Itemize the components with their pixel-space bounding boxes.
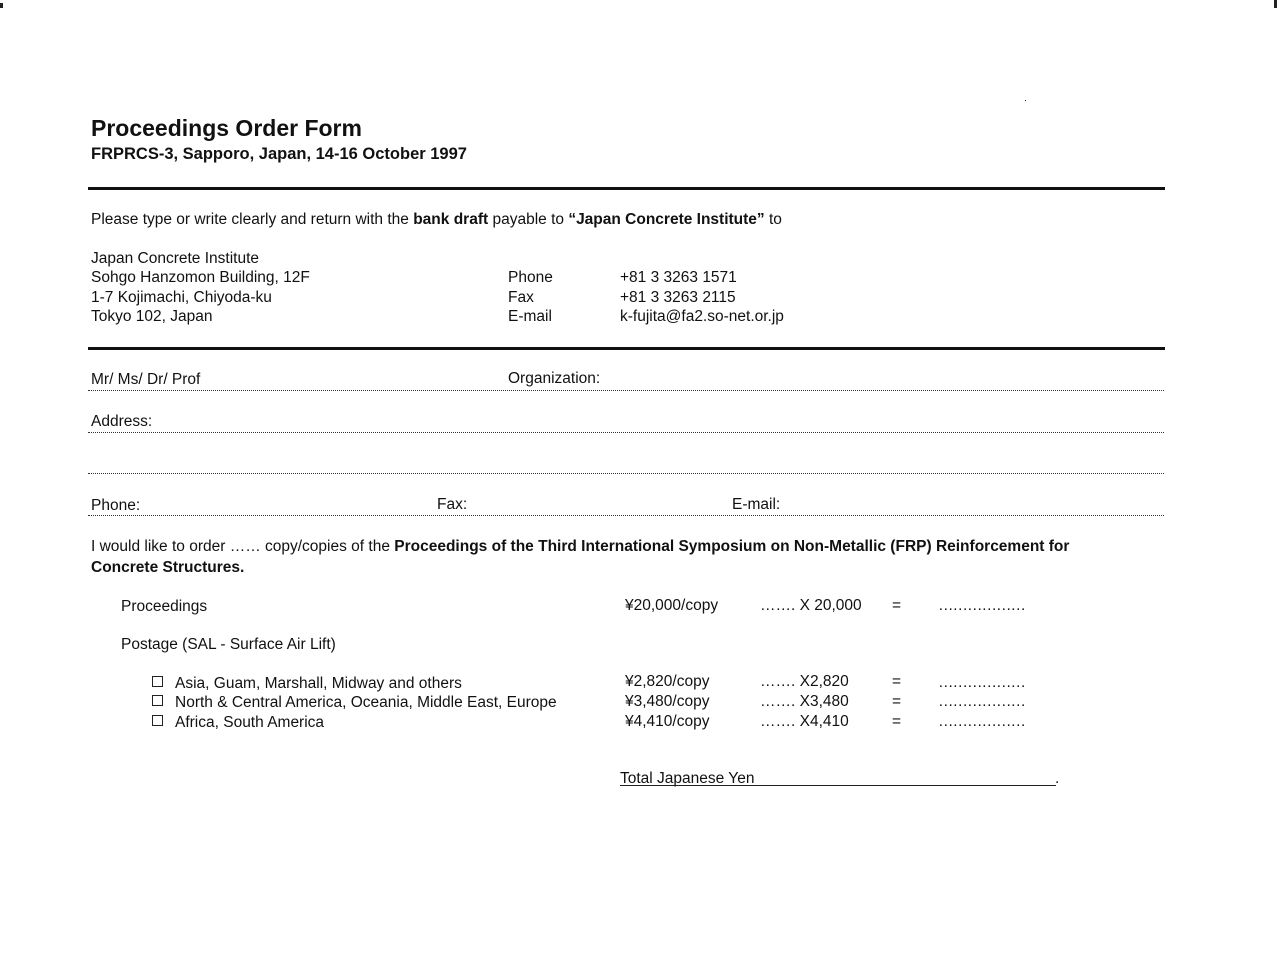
instructions-text-1: Please type or write clearly and return with the [91, 211, 414, 228]
scan-speck [1025, 100, 1026, 101]
email-field-label: E-mail: [732, 496, 781, 513]
instructions-bank-draft: bank draft [413, 211, 489, 228]
checkbox-icon[interactable] [152, 695, 163, 706]
proceedings-qty[interactable]: ……. X 20,000 [760, 597, 862, 614]
total-end-mark: . [1055, 770, 1060, 787]
page-subtitle: FRPRCS-3, Sapporo, Japan, 14-16 October 1997 [91, 145, 467, 163]
contact-email-label: E-mail [508, 308, 552, 325]
checkbox-icon[interactable] [152, 676, 163, 687]
proceedings-price: ¥20,000/copy [625, 597, 719, 614]
postage-total-africa-south-america[interactable]: ……………… [938, 713, 1025, 730]
address-field-line-1[interactable] [88, 432, 1164, 433]
contact-phone-value: +81 3 3263 1571 [620, 269, 737, 286]
postage-option-label: Asia, Guam, Marshall, Midway and others [175, 675, 462, 692]
address-field-line-2[interactable] [88, 473, 1164, 474]
proceedings-total[interactable]: ……………… [938, 597, 1025, 614]
postage-qty-asia[interactable]: ……. X2,820 [760, 673, 849, 690]
address-field-label: Address: [91, 413, 153, 430]
scan-speck [1274, 0, 1277, 8]
instructions-text-2: payable to [488, 211, 569, 228]
address-line-2: Sohgo Hanzomon Building, 12F [91, 269, 310, 286]
fax-field-label: Fax: [437, 496, 468, 513]
postage-equals-americas-europe: = [892, 693, 902, 710]
phone-field-label: Phone: [91, 497, 141, 514]
scan-speck [0, 3, 3, 8]
contact-fax-value: +81 3 3263 2115 [620, 289, 736, 306]
middle-divider [88, 347, 1165, 350]
postage-heading: Postage (SAL - Surface Air Lift) [121, 636, 336, 653]
proceedings-equals: = [892, 597, 902, 614]
postage-price-americas-europe: ¥3,480/copy [625, 693, 710, 710]
postage-equals-africa-south-america: = [892, 713, 902, 730]
contact-email-value: k-fujita@fa2.so-net.or.jp [620, 308, 784, 325]
postage-option-label: North & Central America, Oceania, Middle East, Europe [175, 694, 557, 711]
postage-option-africa-south-america[interactable] [152, 714, 324, 732]
postage-equals-asia: = [892, 673, 902, 690]
postage-total-americas-europe[interactable]: ……………… [938, 693, 1025, 710]
total-input-line[interactable] [620, 785, 1056, 786]
name-organization-field[interactable] [88, 390, 1164, 391]
postage-price-africa-south-america: ¥4,410/copy [625, 713, 710, 730]
address-line-1: Japan Concrete Institute [91, 250, 260, 267]
postage-qty-americas-europe[interactable]: ……. X3,480 [760, 693, 849, 710]
postage-option-americas-europe[interactable] [152, 694, 557, 712]
order-intro-proceedings-title: Proceedings of the Third International Symposium on Non-Metallic (FRP) Reinforcement for [394, 538, 1070, 555]
organization-field-label: Organization: [508, 370, 601, 387]
order-intro-text: I would like to order …… copy/copies of the [91, 538, 395, 555]
postage-option-label: Africa, South America [175, 714, 325, 731]
instructions-payee: “Japan Concrete Institute” [568, 211, 765, 228]
postage-price-asia: ¥2,820/copy [625, 673, 710, 690]
instructions [91, 211, 782, 229]
page-title: Proceedings Order Form [91, 115, 362, 141]
contact-phone-label: Phone [508, 269, 553, 286]
phone-fax-email-field[interactable] [88, 515, 1164, 516]
checkbox-icon[interactable] [152, 715, 163, 726]
order-intro-line-1 [91, 538, 1069, 556]
top-divider [88, 187, 1165, 190]
address-line-3: 1-7 Kojimachi, Chiyoda-ku [91, 289, 272, 306]
postage-qty-africa-south-america[interactable]: ……. X4,410 [760, 713, 849, 730]
total-label: Total Japanese Yen [620, 770, 755, 787]
postage-option-asia[interactable] [152, 675, 462, 693]
title-field-label: Mr/ Ms/ Dr/ Prof [91, 371, 201, 388]
postage-total-asia[interactable]: ……………… [938, 674, 1025, 691]
proceedings-label: Proceedings [121, 598, 208, 615]
instructions-text-3: to [764, 211, 782, 228]
address-line-4: Tokyo 102, Japan [91, 308, 213, 325]
order-intro-line-2: Concrete Structures. [91, 559, 245, 576]
contact-fax-label: Fax [508, 289, 534, 306]
